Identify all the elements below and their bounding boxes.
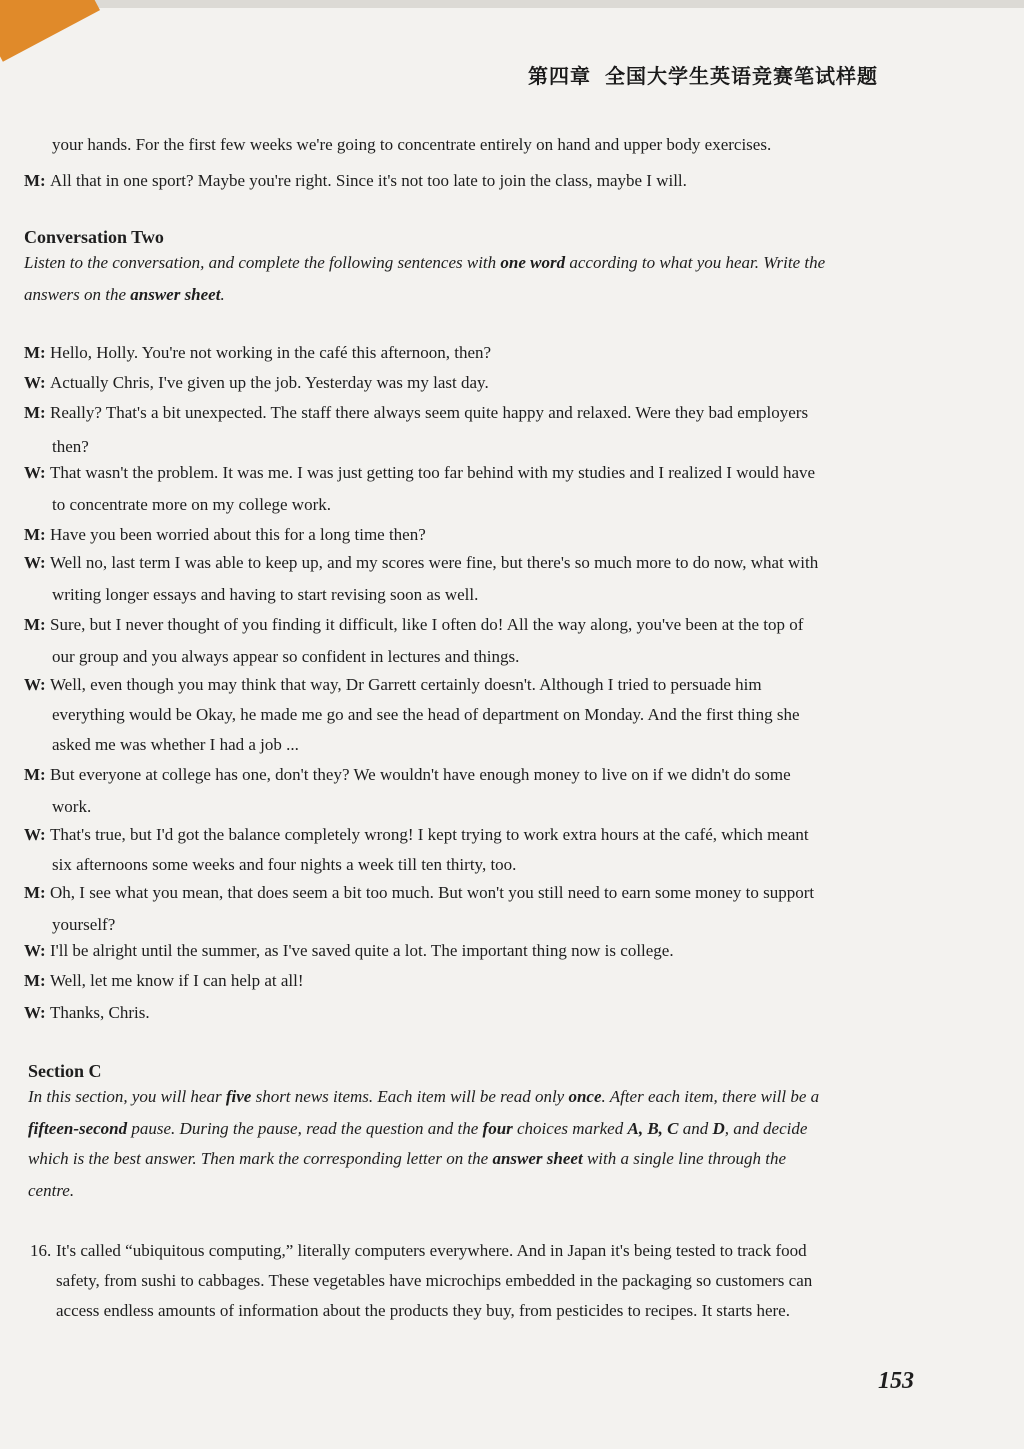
section-c-instruction-line-3: which is the best answer. Then mark the corresponding letter on the answer sheet with a single line through the bbox=[28, 1149, 787, 1168]
dialogue-line: Well no, last term I was able to keep up, and my scores were fine, but there's so much more to do now, what with bbox=[50, 553, 819, 572]
item-number: 16. bbox=[30, 1241, 52, 1260]
dialogue-line: six afternoons some weeks and four nights a week till ten thirty, too. bbox=[52, 855, 517, 874]
dialogue-line: work. bbox=[52, 797, 92, 816]
speaker-label: W: bbox=[24, 463, 46, 482]
orange-corner-mark bbox=[0, 0, 100, 62]
item-16-line-1: It's called “ubiquitous computing,” literally computers everywhere. And in Japan it's being tested to track food bbox=[56, 1241, 807, 1260]
section-c-instruction-line-2: fifteen-second pause. During the pause, read the question and the four choices marked A, B, C and D, and decide bbox=[28, 1119, 808, 1138]
dialogue-line: everything would be Okay, he made me go and see the head of department on Monday. And the first thing she bbox=[52, 705, 800, 724]
speaker-label: W: bbox=[24, 1003, 46, 1022]
speaker-label: W: bbox=[24, 675, 46, 694]
dialogue-line: yourself? bbox=[52, 915, 116, 934]
speaker-label: M: bbox=[24, 765, 46, 784]
speaker-label: M: bbox=[24, 525, 46, 544]
speaker-label: M: bbox=[24, 971, 46, 990]
dialogue-line: Have you been worried about this for a long time then? bbox=[50, 525, 426, 544]
dialogue-line: All that in one sport? Maybe you're right. Since it's not too late to join the class, maybe I will. bbox=[50, 171, 687, 190]
page-edge bbox=[0, 0, 1024, 8]
dialogue-line: then? bbox=[52, 437, 89, 456]
dialogue-line: Well, even though you may think that way, Dr Garrett certainly doesn't. Although I tried to persuade him bbox=[50, 675, 762, 694]
item-16-line-2: safety, from sushi to cabbages. These vegetables have microchips embedded in the packaging so customers can bbox=[56, 1271, 813, 1290]
dialogue-line: Hello, Holly. You're not working in the café this afternoon, then? bbox=[50, 343, 492, 362]
dialogue-line: That wasn't the problem. It was me. I was just getting too far behind with my studies and I realized I would have bbox=[50, 463, 816, 482]
continued-text-line: your hands. For the first few weeks we're going to concentrate entirely on hand and upper body exercises. bbox=[52, 135, 772, 154]
dialogue-line: Sure, but I never thought of you finding it difficult, like I often do! All the way along, you've been at the top of bbox=[50, 615, 804, 634]
conversation-two-instruction-line-2: answers on the answer sheet. bbox=[24, 285, 225, 304]
speaker-label: M: bbox=[24, 883, 46, 902]
speaker-label: W: bbox=[24, 825, 46, 844]
conversation-two-heading: Conversation Two bbox=[24, 227, 164, 247]
dialogue-line: I'll be alright until the summer, as I've saved quite a lot. The important thing now is college. bbox=[50, 941, 674, 960]
dialogue-line: Well, let me know if I can help at all! bbox=[50, 971, 304, 990]
dialogue-line: writing longer essays and having to start revising soon as well. bbox=[52, 585, 479, 604]
header-title: 全国大学生英语竞赛笔试样题 bbox=[605, 64, 878, 88]
speaker-label: M: bbox=[24, 343, 46, 362]
dialogue-line: Thanks, Chris. bbox=[50, 1003, 150, 1022]
speaker-label: W: bbox=[24, 941, 46, 960]
conversation-two-instruction-line-1: Listen to the conversation, and complete the following sentences with one word according to what you hear. Write the bbox=[24, 253, 826, 272]
section-c-instruction-line-1: In this section, you will hear five short news items. Each item will be read only once. After each item, there will be a bbox=[28, 1087, 820, 1106]
dialogue-line: Really? That's a bit unexpected. The staff there always seem quite happy and relaxed. Were they bad employers bbox=[50, 403, 809, 422]
dialogue-line: Actually Chris, I've given up the job. Yesterday was my last day. bbox=[50, 373, 489, 392]
dialogue-line: But everyone at college has one, don't they? We wouldn't have enough money to live on if we didn't do some bbox=[50, 765, 791, 784]
header-chapter: 第四章 bbox=[528, 64, 591, 88]
page-number: 153 bbox=[878, 1368, 914, 1394]
speaker-label: M: bbox=[24, 403, 46, 422]
dialogue-line: our group and you always appear so confident in lectures and things. bbox=[52, 647, 520, 666]
dialogue-line: Oh, I see what you mean, that does seem a bit too much. But won't you still need to earn some money to support bbox=[50, 883, 815, 902]
speaker-label: W: bbox=[24, 373, 46, 392]
item-16-line-3: access endless amounts of information about the products they buy, from pesticides to recipes. It starts here. bbox=[56, 1301, 790, 1320]
running-header bbox=[528, 60, 878, 89]
section-c-heading: Section C bbox=[28, 1061, 102, 1081]
dialogue-line: That's true, but I'd got the balance completely wrong! I kept trying to work extra hours at the café, which meant bbox=[50, 825, 809, 844]
section-c-instruction-line-4: centre. bbox=[28, 1181, 75, 1200]
speaker-label: M: bbox=[24, 171, 46, 190]
dialogue-line: asked me was whether I had a job ... bbox=[52, 735, 299, 754]
dialogue-line: to concentrate more on my college work. bbox=[52, 495, 331, 514]
speaker-label: M: bbox=[24, 615, 46, 634]
speaker-label: W: bbox=[24, 553, 46, 572]
